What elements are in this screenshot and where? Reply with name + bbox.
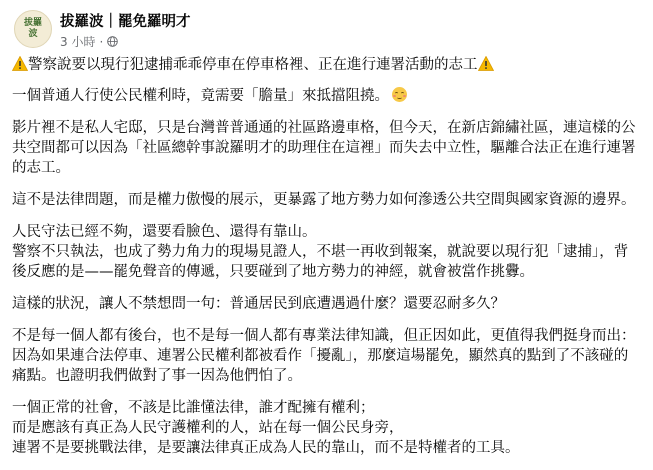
paragraph-7-line-2: 而是應該有真正為人民守護權利的人，站在每一個公民身旁，: [12, 420, 404, 436]
post-headline: [12, 55, 642, 75]
paragraph-1: [12, 86, 642, 106]
warning-icon: [478, 56, 494, 71]
post-meta: [60, 33, 118, 50]
meta-separator: ·: [99, 34, 104, 49]
paragraph-7-line-3: 連署不是要挑戰法律，是要讓法律真正成為人民的靠山，而不是特權者的工具。: [12, 440, 520, 456]
post-time[interactable]: 3 小時: [60, 35, 96, 49]
headline-text: 警察說要以現行犯逮捕乖乖停車在停車格裡、正在進行連署活動的志工: [28, 57, 478, 73]
globe-icon: [107, 36, 118, 47]
paragraph-5: 這樣的狀況，讓人不禁想問一句：普通居民到底遭遇過什麼？還要忍耐多久？: [12, 296, 505, 312]
paragraph-1-text: 一個普通人行使公民權利時，竟需要「膽量」來抵擋阻撓。: [12, 88, 389, 104]
post-header: [10, 8, 640, 52]
paragraph-4-line-1: 人民守法已經不夠，還要看臉色、還得有靠山。: [12, 224, 317, 240]
avatar-logo-text: 拔羅 波: [23, 18, 42, 39]
paragraph-2: 影片裡不是私人宅邸，只是台灣普普通通的社區路邊車格，但今天，在新店錦繡社區，連這樣的公共空間都可以因為「社區總幹事說羅明才的助理住在這裡」而失去中立性，驅離合法正在進行連署的志工。: [12, 120, 636, 176]
flushed-face-icon: [392, 87, 407, 102]
post-body: [12, 55, 642, 470]
paragraph-3: 這不是法律問題，而是權力傲慢的展示，更暴露了地方勢力如何滲透公共空間與國家資源的邊界。: [12, 192, 636, 208]
avatar[interactable]: [14, 10, 52, 48]
paragraph-7-line-1: 一個正常的社會，不該是比誰懂法律，誰才配擁有權利；: [12, 400, 375, 416]
paragraph-6: 不是每一個人都有後台，也不是每一個人都有專業法律知識，但正因如此，更值得我們挺身而出：因為如果連合法停車、連署公民權利都被看作「擾亂」，那麼這場罷免，顯然真的點到了不該碰的痛點。也證明我們做對了事一因為他們怕了。: [12, 328, 636, 384]
paragraph-4-line-2: 警察不只執法，也成了勢力角力的現場見證人，不堪一再收到報案，就說要以現行犯「逮捕」，背後反應的是——罷免聲音的傳遞，只要碰到了地方勢力的神經，就會被當作挑釁。: [12, 244, 629, 280]
paragraph-7: [12, 398, 642, 458]
paragraph-4: [12, 222, 642, 282]
warning-icon: [12, 56, 28, 71]
author-name[interactable]: 拔羅波｜罷免羅明才: [60, 14, 191, 30]
